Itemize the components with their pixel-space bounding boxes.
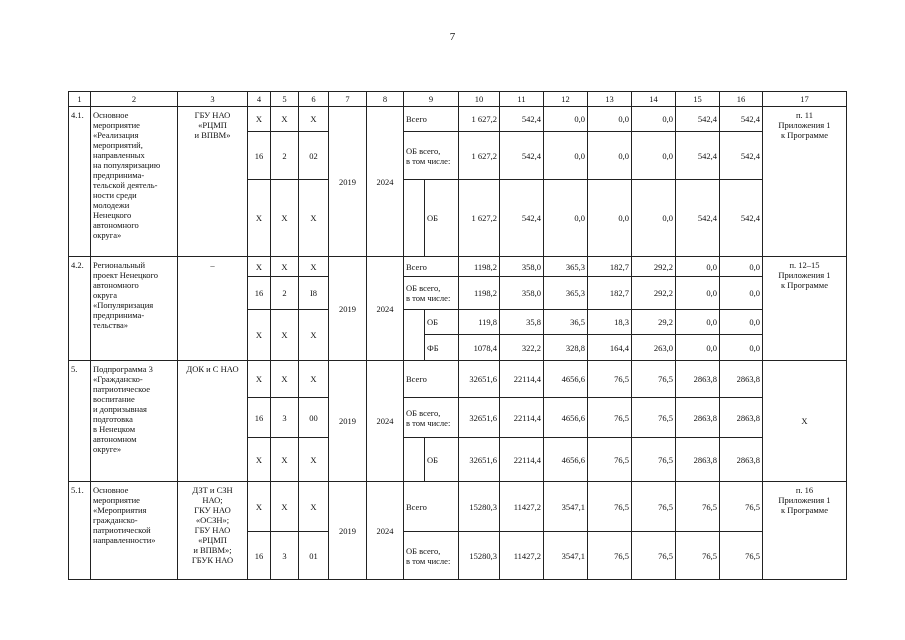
- value-cell: 542,4: [720, 180, 763, 257]
- start-year: 2019: [329, 482, 367, 580]
- value-cell: 4656,6: [544, 438, 588, 482]
- value-cell: 0,0: [676, 310, 720, 335]
- value-cell: 0,0: [588, 180, 632, 257]
- value-cell: 1 627,2: [459, 107, 500, 132]
- value-cell: 0,0: [632, 132, 676, 180]
- code-cell: 3: [271, 398, 299, 438]
- row-number: 4.2.: [69, 257, 91, 361]
- header-cell: 2: [91, 92, 178, 107]
- value-cell: 1 627,2: [459, 132, 500, 180]
- value-cell: 322,2: [500, 335, 544, 361]
- code-cell: 16: [248, 398, 271, 438]
- source-label: Всего: [404, 257, 459, 277]
- end-year: 2024: [367, 257, 404, 361]
- budget-table: [68, 91, 847, 580]
- source-label: ОБ: [425, 438, 459, 482]
- source-label: Всего: [404, 107, 459, 132]
- value-cell: 3547,1: [544, 482, 588, 532]
- value-cell: 0,0: [632, 180, 676, 257]
- value-cell: 1 627,2: [459, 180, 500, 257]
- value-cell: 76,5: [720, 532, 763, 580]
- code-cell: 16: [248, 532, 271, 580]
- table-row: [69, 482, 847, 532]
- value-cell: 2863,8: [676, 438, 720, 482]
- value-cell: 3547,1: [544, 532, 588, 580]
- value-cell: 29,2: [632, 310, 676, 335]
- header-cell: 14: [632, 92, 676, 107]
- code-cell: 02: [299, 132, 329, 180]
- value-cell: 22114,4: [500, 398, 544, 438]
- value-cell: 358,0: [500, 257, 544, 277]
- value-cell: 542,4: [500, 132, 544, 180]
- code-cell: Х: [299, 482, 329, 532]
- value-cell: 76,5: [676, 482, 720, 532]
- value-cell: 11427,2: [500, 532, 544, 580]
- header-row: [69, 92, 847, 107]
- value-cell: 2863,8: [676, 398, 720, 438]
- value-cell: 1198,2: [459, 257, 500, 277]
- value-cell: 15280,3: [459, 532, 500, 580]
- code-cell: Х: [271, 107, 299, 132]
- code-cell: Х: [248, 310, 271, 361]
- value-cell: 0,0: [544, 132, 588, 180]
- code-cell: Х: [299, 361, 329, 398]
- value-cell: 164,4: [588, 335, 632, 361]
- end-year: 2024: [367, 482, 404, 580]
- value-cell: 0,0: [720, 335, 763, 361]
- value-cell: 119,8: [459, 310, 500, 335]
- value-cell: 76,5: [632, 438, 676, 482]
- value-cell: 0,0: [720, 310, 763, 335]
- code-cell: 3: [271, 532, 299, 580]
- header-cell: 6: [299, 92, 329, 107]
- header-cell: 4: [248, 92, 271, 107]
- value-cell: 542,4: [676, 180, 720, 257]
- source-label: ОБ: [425, 180, 459, 257]
- value-cell: 76,5: [720, 482, 763, 532]
- code-cell: Х: [271, 180, 299, 257]
- start-year: 2019: [329, 257, 367, 361]
- table-row: [69, 361, 847, 398]
- value-cell: 0,0: [544, 180, 588, 257]
- code-cell: Х: [299, 107, 329, 132]
- value-cell: 358,0: [500, 277, 544, 310]
- table-row: [69, 107, 847, 132]
- code-cell: 16: [248, 132, 271, 180]
- value-cell: 15280,3: [459, 482, 500, 532]
- header-cell: 3: [178, 92, 248, 107]
- header-cell: 7: [329, 92, 367, 107]
- row-number: 5.1.: [69, 482, 91, 580]
- value-cell: 1198,2: [459, 277, 500, 310]
- executor: ДОК и С НАО: [178, 361, 248, 482]
- value-cell: 292,2: [632, 277, 676, 310]
- code-cell: Х: [271, 310, 299, 361]
- value-cell: 0,0: [544, 107, 588, 132]
- header-cell: 9: [404, 92, 459, 107]
- value-cell: 22114,4: [500, 438, 544, 482]
- value-cell: 365,3: [544, 257, 588, 277]
- source-label: ОБ всего, в том числе:: [404, 277, 459, 310]
- value-cell: 4656,6: [544, 361, 588, 398]
- activity-name: Основное мероприятие «Реализация мероприятий, направленных на популяризацию предпринима- тельской деятель- ности среди молодежи Ненецкого автономного округа»: [91, 107, 178, 257]
- start-year: 2019: [329, 361, 367, 482]
- code-cell: Х: [271, 482, 299, 532]
- spacer-cell: [404, 438, 425, 482]
- value-cell: 76,5: [588, 482, 632, 532]
- code-cell: Х: [248, 180, 271, 257]
- code-cell: Х: [271, 438, 299, 482]
- source-label: ФБ: [425, 335, 459, 361]
- code-cell: Х: [271, 361, 299, 398]
- value-cell: 365,3: [544, 277, 588, 310]
- code-cell: Х: [248, 361, 271, 398]
- spacer-cell: [404, 180, 425, 257]
- value-cell: 0,0: [632, 107, 676, 132]
- value-cell: 32651,6: [459, 438, 500, 482]
- value-cell: 182,7: [588, 277, 632, 310]
- header-cell: 15: [676, 92, 720, 107]
- value-cell: 76,5: [588, 398, 632, 438]
- code-cell: 00: [299, 398, 329, 438]
- row-number: 4.1.: [69, 107, 91, 257]
- code-cell: Х: [248, 482, 271, 532]
- code-cell: Х: [271, 257, 299, 277]
- value-cell: 76,5: [632, 482, 676, 532]
- value-cell: 32651,6: [459, 361, 500, 398]
- code-cell: 16: [248, 277, 271, 310]
- value-cell: 36,5: [544, 310, 588, 335]
- program-reference: п. 11 Приложения 1 к Программе: [763, 107, 847, 257]
- value-cell: 76,5: [632, 398, 676, 438]
- value-cell: 542,4: [676, 132, 720, 180]
- code-cell: Х: [299, 257, 329, 277]
- source-label: ОБ всего, в том числе:: [404, 532, 459, 580]
- value-cell: 292,2: [632, 257, 676, 277]
- program-reference: Х: [763, 361, 847, 482]
- activity-name: Основное мероприятие «Мероприятия гражданско- патриотической направленности»: [91, 482, 178, 580]
- start-year: 2019: [329, 107, 367, 257]
- code-cell: Х: [299, 438, 329, 482]
- value-cell: 76,5: [632, 532, 676, 580]
- value-cell: 0,0: [676, 257, 720, 277]
- value-cell: 32651,6: [459, 398, 500, 438]
- code-cell: Х: [248, 257, 271, 277]
- code-cell: Х: [248, 438, 271, 482]
- header-cell: 5: [271, 92, 299, 107]
- value-cell: 2863,8: [720, 438, 763, 482]
- header-cell: 16: [720, 92, 763, 107]
- code-cell: Х: [299, 180, 329, 257]
- source-label: Всего: [404, 482, 459, 532]
- source-label: Всего: [404, 361, 459, 398]
- value-cell: 18,3: [588, 310, 632, 335]
- value-cell: 0,0: [676, 277, 720, 310]
- activity-name: Региональный проект Ненецкого автономного округа «Популяризация предпринима- тельства»: [91, 257, 178, 361]
- code-cell: Х: [299, 310, 329, 361]
- header-cell: 1: [69, 92, 91, 107]
- header-cell: 8: [367, 92, 404, 107]
- value-cell: 1078,4: [459, 335, 500, 361]
- header-cell: 12: [544, 92, 588, 107]
- executor: –: [178, 257, 248, 361]
- code-cell: Х: [248, 107, 271, 132]
- value-cell: 0,0: [676, 335, 720, 361]
- executor: ДЗТ и СЗН НАО; ГКУ НАО «ОСЗН»; ГБУ НАО «РЦМП и ВПВМ»; ГБУК НАО: [178, 482, 248, 580]
- value-cell: 76,5: [588, 361, 632, 398]
- code-cell: 2: [271, 132, 299, 180]
- value-cell: 542,4: [676, 107, 720, 132]
- value-cell: 0,0: [588, 107, 632, 132]
- value-cell: 76,5: [676, 532, 720, 580]
- code-cell: 01: [299, 532, 329, 580]
- page-number: 7: [449, 31, 456, 43]
- value-cell: 76,5: [588, 438, 632, 482]
- source-label: ОБ всего, в том числе:: [404, 398, 459, 438]
- header-cell: 11: [500, 92, 544, 107]
- end-year: 2024: [367, 107, 404, 257]
- source-label: ОБ всего, в том числе:: [404, 132, 459, 180]
- value-cell: 542,4: [500, 107, 544, 132]
- code-cell: I8: [299, 277, 329, 310]
- value-cell: 11427,2: [500, 482, 544, 532]
- value-cell: 2863,8: [720, 398, 763, 438]
- value-cell: 35,8: [500, 310, 544, 335]
- value-cell: 263,0: [632, 335, 676, 361]
- program-reference: п. 16 Приложения 1 к Программе: [763, 482, 847, 580]
- row-number: 5.: [69, 361, 91, 482]
- value-cell: 542,4: [720, 107, 763, 132]
- header-cell: 17: [763, 92, 847, 107]
- activity-name: Подпрограмма 3 «Гражданско- патриотическое воспитание и допризывная подготовка в Ненецком автономном округе»: [91, 361, 178, 482]
- value-cell: 22114,4: [500, 361, 544, 398]
- value-cell: 2863,8: [720, 361, 763, 398]
- program-reference: п. 12–15 Приложения 1 к Программе: [763, 257, 847, 361]
- header-cell: 13: [588, 92, 632, 107]
- value-cell: 182,7: [588, 257, 632, 277]
- value-cell: 0,0: [588, 132, 632, 180]
- executor: ГБУ НАО «РЦМП и ВПВМ»: [178, 107, 248, 257]
- value-cell: 328,8: [544, 335, 588, 361]
- header-cell: 10: [459, 92, 500, 107]
- value-cell: 4656,6: [544, 398, 588, 438]
- code-cell: 2: [271, 277, 299, 310]
- value-cell: 0,0: [720, 277, 763, 310]
- value-cell: 542,4: [500, 180, 544, 257]
- spacer-cell: [404, 310, 425, 361]
- value-cell: 542,4: [720, 132, 763, 180]
- source-label: ОБ: [425, 310, 459, 335]
- value-cell: 76,5: [588, 532, 632, 580]
- end-year: 2024: [367, 361, 404, 482]
- table-row: [69, 257, 847, 277]
- value-cell: 2863,8: [676, 361, 720, 398]
- value-cell: 76,5: [632, 361, 676, 398]
- value-cell: 0,0: [720, 257, 763, 277]
